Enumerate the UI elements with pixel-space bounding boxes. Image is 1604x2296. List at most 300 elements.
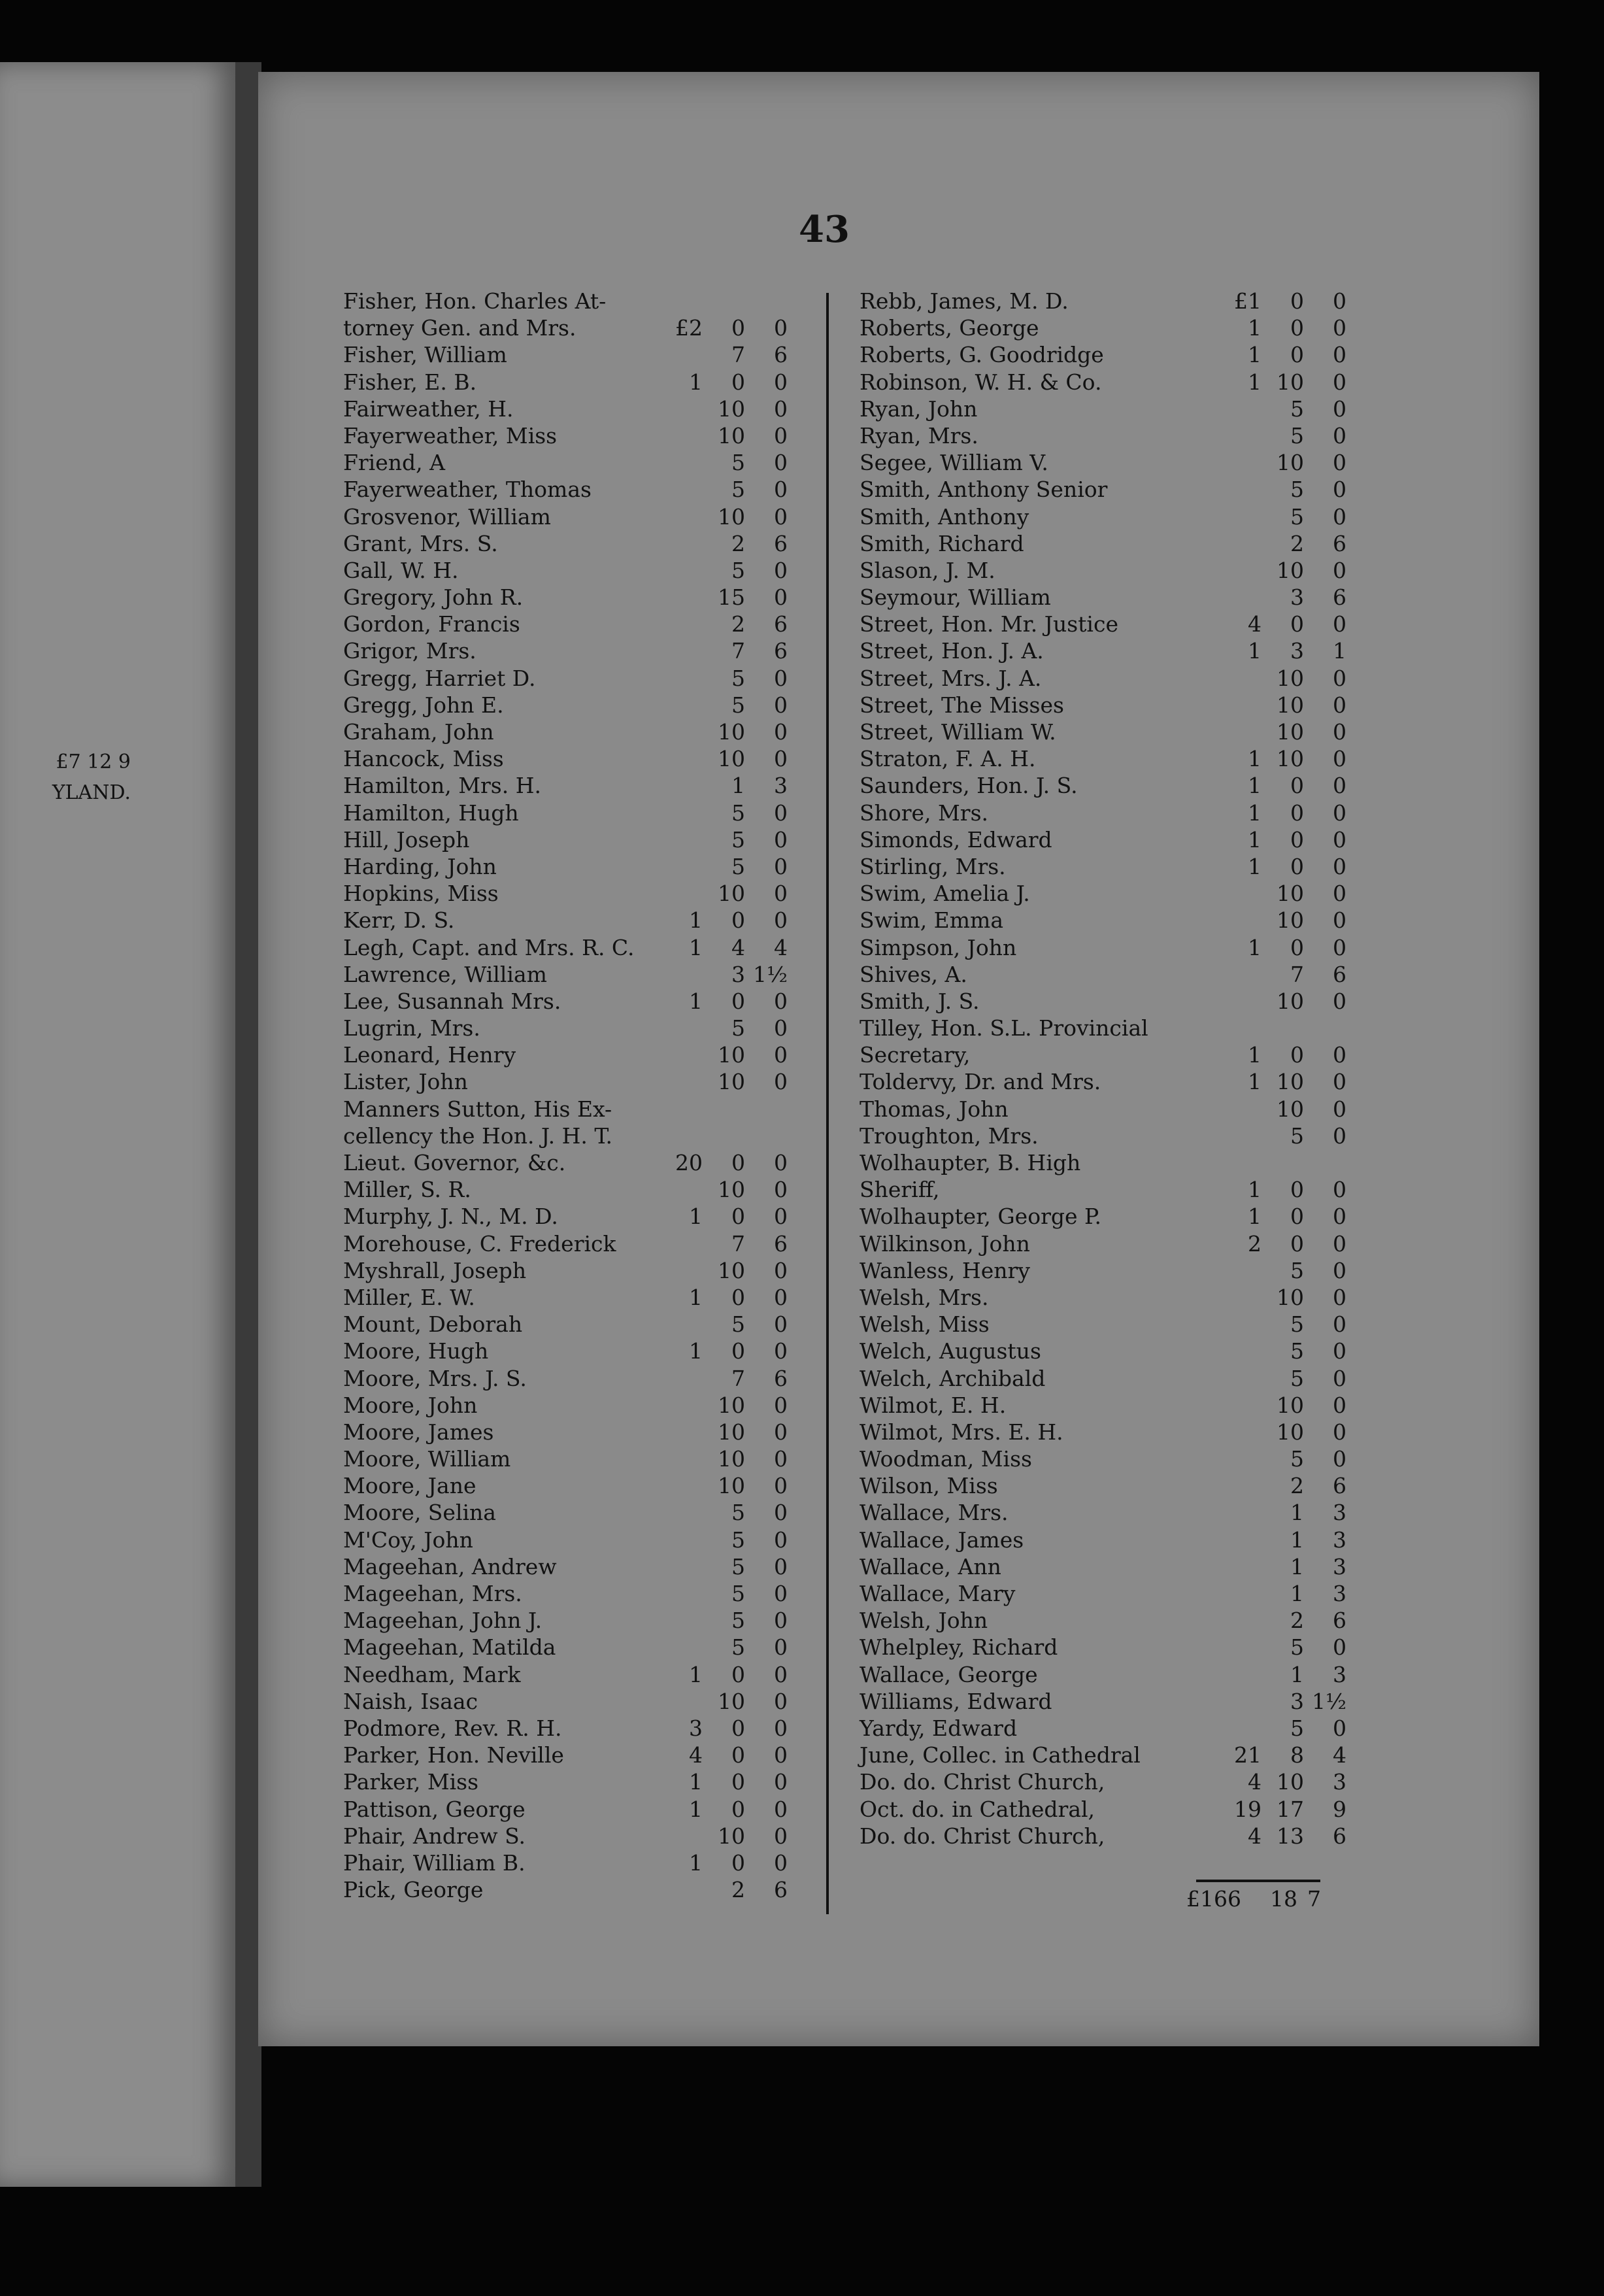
subscriber-name: Tilley, Hon. S.L. Provincial	[860, 1015, 1148, 1041]
amount-shillings: 10	[718, 719, 745, 745]
subscriber-name: Myshrall, Joseph	[343, 1257, 527, 1283]
amount-pence: 0	[774, 1581, 788, 1606]
subscriber-list-left	[343, 288, 801, 1903]
subscriber-row	[860, 988, 1346, 1015]
subscriber-name: Mageehan, Matilda	[343, 1634, 556, 1661]
subscriber-name: Lieut. Governor, &c.	[343, 1150, 566, 1175]
subscriber-name: Friend, A	[343, 450, 445, 476]
amount-shillings: 5	[731, 1634, 745, 1661]
amount-pence: 0	[774, 396, 788, 422]
subscriber-row	[343, 1230, 801, 1257]
amount-pence: 0	[1333, 1446, 1346, 1472]
amount-pence: 0	[1333, 826, 1346, 853]
subscriber-name: Moore, Mrs. J. S.	[343, 1365, 527, 1391]
amount-shillings: 17	[1277, 1796, 1304, 1822]
amount-pence: 0	[774, 1823, 788, 1849]
amount-shillings: 0	[731, 1742, 745, 1768]
amount-pence: 0	[1333, 1204, 1346, 1230]
subscriber-name: Hopkins, Miss	[343, 881, 499, 907]
subscriber-row	[860, 880, 1346, 907]
subscriber-row	[860, 1527, 1346, 1553]
subscriber-row	[860, 692, 1346, 718]
subscriber-row	[343, 853, 801, 880]
amount-shillings: 0	[731, 1661, 745, 1687]
amount-pence: 1½	[753, 961, 788, 987]
amount-pounds: 1	[1248, 1177, 1261, 1203]
subscriber-name: Fairweather, H.	[343, 396, 514, 422]
amount-shillings: 0	[1290, 934, 1304, 960]
amount-pence: 0	[774, 1446, 788, 1472]
amount-pence: 0	[774, 584, 788, 611]
amount-shillings: 5	[731, 826, 745, 853]
amount-shillings: 5	[1290, 1123, 1304, 1149]
subscriber-name: Simonds, Edward	[860, 826, 1052, 853]
amount-shillings: 0	[731, 1796, 745, 1822]
subscriber-row	[343, 988, 801, 1015]
subscriber-name: Woodman, Miss	[860, 1446, 1032, 1472]
column-total	[1186, 1886, 1337, 1914]
amount-pence: 0	[1333, 1042, 1346, 1068]
amount-shillings: 10	[718, 881, 745, 907]
amount-pence: 0	[1333, 396, 1346, 422]
amount-shillings: 0	[1290, 342, 1304, 368]
amount-pence: 0	[1333, 1365, 1346, 1391]
subscriber-row	[343, 422, 801, 449]
amount-shillings: 1	[1290, 1661, 1304, 1687]
subscriber-name: Shore, Mrs.	[860, 800, 989, 826]
subscriber-row	[860, 961, 1346, 988]
amount-shillings: 10	[1277, 450, 1304, 476]
subscriber-row	[860, 1445, 1346, 1472]
amount-pence: 0	[1333, 1284, 1346, 1310]
subscriber-name: Oct. do. in Cathedral,	[860, 1796, 1095, 1822]
subscriber-row	[343, 961, 801, 988]
amount-pence: 1½	[1312, 1688, 1346, 1714]
amount-pence: 0	[1333, 907, 1346, 934]
subscriber-name: Miller, S. R.	[343, 1177, 471, 1203]
amount-pence: 0	[774, 1392, 788, 1418]
total-shillings: 18	[1270, 1886, 1297, 1912]
amount-shillings: 10	[1277, 1392, 1304, 1418]
subscriber-name: Leonard, Henry	[343, 1042, 516, 1068]
subscriber-row	[343, 1015, 801, 1041]
amount-pence: 0	[1333, 503, 1346, 530]
subscriber-name: Wilmot, E. H.	[860, 1392, 1007, 1418]
amount-shillings: 10	[1277, 719, 1304, 745]
subscriber-name: Mageehan, Andrew	[343, 1553, 557, 1579]
previous-page-heading: YLAND.	[52, 781, 131, 804]
amount-shillings: 5	[731, 1553, 745, 1579]
amount-pence: 0	[774, 1742, 788, 1768]
subscriber-row	[860, 800, 1346, 826]
amount-shillings: 0	[731, 1715, 745, 1741]
subscriber-row	[343, 1257, 801, 1284]
amount-pounds: 1	[1248, 1069, 1261, 1095]
subscriber-row	[860, 1392, 1346, 1419]
amount-pence: 0	[774, 1500, 788, 1526]
amount-shillings: 5	[731, 450, 745, 476]
amount-pence: 0	[774, 746, 788, 772]
subscriber-name: Grosvenor, William	[343, 503, 551, 530]
subscriber-row	[860, 826, 1346, 853]
amount-pence: 0	[1333, 611, 1346, 637]
subscriber-name: Swim, Emma	[860, 907, 1004, 934]
amount-shillings: 10	[718, 1177, 745, 1203]
subscriber-name: Gregg, Harriet D.	[343, 665, 536, 691]
amount-pence: 4	[774, 934, 788, 960]
amount-pence: 0	[774, 1204, 788, 1230]
amount-pence: 0	[1333, 665, 1346, 691]
amount-pence: 0	[774, 1311, 788, 1338]
subscriber-name: Podmore, Rev. R. H.	[343, 1715, 562, 1741]
amount-shillings: 5	[731, 557, 745, 583]
amount-pence: 0	[1333, 369, 1346, 395]
amount-shillings: 5	[731, 1608, 745, 1634]
subscriber-name: Gordon, Francis	[343, 611, 520, 637]
subscriber-name: Fisher, E. B.	[343, 369, 477, 395]
amount-pence: 0	[1333, 1311, 1346, 1338]
subscriber-row	[860, 718, 1346, 745]
subscriber-name: Welsh, Miss	[860, 1311, 990, 1338]
amount-shillings: 0	[731, 1849, 745, 1876]
subscriber-row	[343, 907, 801, 934]
amount-shillings: 10	[718, 1688, 745, 1714]
amount-pence: 0	[1333, 934, 1346, 960]
amount-pounds: 1	[689, 988, 703, 1014]
subscriber-row	[860, 611, 1346, 637]
subscriber-name: Wilmot, Mrs. E. H.	[860, 1419, 1063, 1445]
subscriber-name: Street, Hon. J. A.	[860, 638, 1044, 664]
amount-pence: 0	[774, 369, 788, 395]
amount-pounds: 4	[1248, 611, 1261, 637]
amount-pence: 0	[1333, 342, 1346, 368]
amount-pence: 0	[774, 1150, 788, 1175]
subscriber-row	[860, 396, 1346, 422]
amount-shillings: 13	[1277, 1823, 1304, 1849]
amount-pounds: 1	[1248, 638, 1261, 664]
subscriber-row	[343, 1527, 801, 1553]
amount-pence: 0	[774, 503, 788, 530]
amount-shillings: 7	[731, 638, 745, 664]
subscriber-name: Wilson, Miss	[860, 1473, 998, 1499]
amount-shillings: 5	[731, 800, 745, 826]
amount-pounds: 3	[689, 1715, 703, 1741]
subscriber-name: Moore, Hugh	[343, 1338, 489, 1364]
subscriber-name: Smith, Richard	[860, 530, 1024, 556]
subscriber-name: Rebb, James, M. D.	[860, 288, 1069, 314]
subscriber-row	[860, 288, 1346, 314]
subscriber-row	[343, 665, 801, 692]
subscriber-row	[343, 1688, 801, 1715]
amount-pounds: 1	[1248, 826, 1261, 853]
amount-shillings: 1	[1290, 1527, 1304, 1553]
amount-shillings: 10	[718, 1823, 745, 1849]
amount-shillings: 10	[718, 1446, 745, 1472]
amount-pounds: 1	[1248, 800, 1261, 826]
subscriber-name: Welch, Archibald	[860, 1365, 1046, 1391]
subscriber-row	[860, 422, 1346, 449]
subscriber-name: Naish, Isaac	[343, 1688, 478, 1714]
amount-shillings: 5	[731, 1581, 745, 1606]
subscriber-row	[343, 1796, 801, 1823]
subscriber-name: Street, William W.	[860, 719, 1056, 745]
subscriber-row	[860, 1634, 1346, 1661]
amount-pounds: 4	[1248, 1823, 1261, 1849]
amount-pence: 6	[1333, 1608, 1346, 1634]
subscriber-row	[343, 449, 801, 476]
subscriber-row	[860, 1096, 1346, 1123]
amount-pence: 0	[1333, 1634, 1346, 1661]
amount-shillings: 1	[1290, 1500, 1304, 1526]
amount-pence: 0	[1333, 1096, 1346, 1122]
amount-shillings: 5	[731, 853, 745, 879]
amount-pence: 6	[1333, 1473, 1346, 1499]
subscriber-row	[343, 1742, 801, 1768]
amount-shillings: 10	[1277, 557, 1304, 583]
subscriber-name: Hamilton, Hugh	[343, 800, 519, 826]
subscriber-row	[860, 1419, 1346, 1445]
amount-shillings: 10	[718, 422, 745, 448]
amount-pence: 0	[1333, 1123, 1346, 1149]
subscriber-name: Morehouse, C. Frederick	[343, 1230, 616, 1257]
amount-shillings: 10	[718, 1042, 745, 1068]
subscriber-name: Fisher, William	[343, 342, 507, 368]
subscriber-row	[343, 1096, 801, 1123]
subscriber-row	[343, 1472, 801, 1499]
amount-pence: 3	[1333, 1581, 1346, 1606]
amount-pounds: 1	[689, 1284, 703, 1310]
subscriber-row	[860, 1203, 1346, 1230]
subscriber-row	[860, 745, 1346, 772]
subscriber-row	[343, 557, 801, 584]
amount-shillings: 10	[1277, 1419, 1304, 1445]
subscriber-row	[860, 907, 1346, 934]
subscriber-row	[860, 934, 1346, 961]
amount-pence: 0	[774, 1069, 788, 1095]
subscriber-name: Pattison, George	[343, 1796, 526, 1822]
subscriber-row	[343, 934, 801, 961]
amount-pence: 0	[1333, 1230, 1346, 1257]
subscriber-name: Toldervy, Dr. and Mrs.	[860, 1069, 1101, 1095]
amount-pounds: 1	[1248, 746, 1261, 772]
total-pence: 7	[1307, 1886, 1321, 1912]
amount-pence: 0	[774, 1634, 788, 1661]
subscriber-name: Williams, Edward	[860, 1688, 1052, 1714]
amount-pence: 0	[1333, 1069, 1346, 1095]
amount-pence: 0	[774, 1661, 788, 1687]
subscriber-name: Yardy, Edward	[860, 1715, 1018, 1741]
subscriber-name: Do. do. Christ Church,	[860, 1769, 1105, 1795]
subscriber-row	[343, 1661, 801, 1688]
amount-pounds: 1	[1248, 934, 1261, 960]
subscriber-name: Do. do. Christ Church,	[860, 1823, 1105, 1849]
subscriber-name: Lugrin, Mrs.	[343, 1015, 480, 1041]
amount-pence: 0	[1333, 1257, 1346, 1283]
amount-shillings: 5	[731, 1311, 745, 1338]
amount-pounds: 1	[689, 1661, 703, 1687]
amount-shillings: 5	[1290, 1257, 1304, 1283]
subscriber-row	[343, 1176, 801, 1203]
subscriber-name: cellency the Hon. J. H. T.	[343, 1123, 612, 1149]
amount-shillings: 10	[1277, 1096, 1304, 1122]
subscriber-row	[343, 1068, 801, 1095]
subscriber-row	[343, 1123, 801, 1149]
subscriber-row	[860, 1796, 1346, 1823]
subscriber-row	[860, 1472, 1346, 1499]
amount-shillings: 0	[1290, 1230, 1304, 1257]
subscriber-row	[343, 1392, 801, 1419]
amount-pounds: 1	[689, 1204, 703, 1230]
subscriber-name: Grant, Mrs. S.	[343, 530, 498, 556]
subscriber-row	[860, 1230, 1346, 1257]
amount-pence: 6	[1333, 530, 1346, 556]
subscriber-name: Smith, Anthony	[860, 503, 1029, 530]
amount-shillings: 10	[1277, 692, 1304, 718]
subscriber-row	[860, 1688, 1346, 1715]
amount-shillings: 0	[1290, 611, 1304, 637]
subscriber-name: Lee, Susannah Mrs.	[343, 988, 561, 1014]
subscriber-row	[343, 1634, 801, 1661]
subscriber-name: Welsh, John	[860, 1608, 988, 1634]
subscriber-row	[860, 1661, 1346, 1688]
subscriber-row	[860, 1311, 1346, 1338]
subscriber-row	[343, 1768, 801, 1795]
amount-pence: 6	[774, 1877, 788, 1903]
subscriber-row	[860, 1284, 1346, 1311]
subscriber-name: M'Coy, John	[343, 1527, 473, 1553]
amount-shillings: 5	[731, 692, 745, 718]
amount-pence: 0	[1333, 1715, 1346, 1741]
amount-shillings: 0	[731, 1338, 745, 1364]
amount-shillings: 10	[1277, 1769, 1304, 1795]
amount-shillings: 0	[1290, 315, 1304, 341]
amount-pounds: 1	[689, 1796, 703, 1822]
amount-pence: 0	[774, 1796, 788, 1822]
amount-shillings: 3	[1290, 638, 1304, 664]
amount-shillings: 5	[1290, 1715, 1304, 1741]
amount-shillings: 0	[731, 1284, 745, 1310]
subscriber-row	[860, 1149, 1317, 1176]
amount-pence: 0	[774, 1769, 788, 1795]
amount-pence: 0	[1333, 773, 1346, 799]
amount-pounds: 1	[689, 1338, 703, 1364]
subscriber-name: Wolhaupter, George P.	[860, 1204, 1102, 1230]
amount-pence: 0	[1333, 450, 1346, 476]
amount-pounds: 1	[689, 907, 703, 934]
amount-shillings: 5	[1290, 1338, 1304, 1364]
subscriber-row	[860, 1823, 1346, 1849]
amount-pence: 0	[1333, 1338, 1346, 1364]
amount-pence: 6	[774, 530, 788, 556]
subscriber-row	[860, 1041, 1346, 1068]
subscriber-row	[343, 1876, 801, 1903]
amount-shillings: 2	[1290, 530, 1304, 556]
subscriber-name: Parker, Miss	[343, 1769, 479, 1795]
subscriber-name: Roberts, George	[860, 315, 1039, 341]
amount-pence: 1	[1333, 638, 1346, 664]
amount-pence: 0	[774, 1257, 788, 1283]
amount-pounds: 1	[689, 369, 703, 395]
subscriber-name: Gregg, John E.	[343, 692, 504, 718]
amount-pence: 0	[774, 1715, 788, 1741]
amount-pounds: 19	[1234, 1796, 1261, 1822]
subscriber-row	[343, 1311, 801, 1338]
subscriber-name: Moore, Selina	[343, 1500, 496, 1526]
amount-pence: 0	[1333, 1392, 1346, 1418]
amount-pounds: 1	[1248, 342, 1261, 368]
amount-shillings: 10	[1277, 746, 1304, 772]
subscriber-name: Wallace, George	[860, 1661, 1038, 1687]
amount-pence: 0	[774, 1042, 788, 1068]
amount-shillings: 10	[718, 1392, 745, 1418]
subscriber-row	[860, 369, 1346, 396]
amount-pence: 0	[774, 1338, 788, 1364]
subscriber-row	[860, 1015, 1317, 1041]
subscriber-name: Needham, Mark	[343, 1661, 521, 1687]
amount-shillings: 5	[1290, 503, 1304, 530]
subscriber-name: Gregory, John R.	[343, 584, 524, 611]
amount-pence: 0	[1333, 881, 1346, 907]
amount-pence: 0	[774, 1608, 788, 1634]
amount-shillings: 2	[1290, 1473, 1304, 1499]
amount-pounds: 20	[675, 1150, 703, 1175]
subscriber-name: Wallace, Ann	[860, 1553, 1001, 1579]
amount-shillings: 10	[1277, 369, 1304, 395]
subscriber-row	[343, 503, 801, 530]
subscriber-name: Troughton, Mrs.	[860, 1123, 1039, 1149]
subscriber-row	[343, 1419, 801, 1445]
total-pounds: £166	[1186, 1886, 1241, 1912]
amount-pounds: 4	[1248, 1769, 1261, 1795]
subscriber-name: Hancock, Miss	[343, 746, 504, 772]
subscriber-row	[343, 1553, 801, 1580]
amount-shillings: 2	[731, 1877, 745, 1903]
subscriber-name: Murphy, J. N., M. D.	[343, 1204, 558, 1230]
amount-shillings: 0	[1290, 1177, 1304, 1203]
subscriber-row	[343, 1715, 801, 1742]
subscriber-row	[343, 1607, 801, 1634]
subscriber-row	[860, 530, 1346, 557]
subscriber-name: Parker, Hon. Neville	[343, 1742, 564, 1768]
subscriber-name: Secretary,	[860, 1042, 971, 1068]
subscriber-name: torney Gen. and Mrs.	[343, 315, 576, 341]
amount-pounds: 1	[1248, 315, 1261, 341]
amount-pence: 0	[1333, 746, 1346, 772]
subscriber-row	[860, 1499, 1346, 1526]
amount-pounds: 1	[1248, 369, 1261, 395]
amount-shillings: 10	[718, 1473, 745, 1499]
subscriber-name: Kerr, D. S.	[343, 907, 455, 934]
amount-shillings: 1	[1290, 1581, 1304, 1606]
amount-pence: 0	[774, 1473, 788, 1499]
subscriber-name: Sheriff,	[860, 1177, 940, 1203]
subscriber-name: Smith, Anthony Senior	[860, 477, 1108, 503]
amount-pounds: 1	[689, 1769, 703, 1795]
subscriber-name: Fisher, Hon. Charles At-	[343, 288, 607, 314]
subscriber-row	[860, 853, 1346, 880]
subscriber-row	[343, 584, 801, 611]
amount-pence: 0	[774, 692, 788, 718]
amount-pence: 0	[774, 826, 788, 853]
subscriber-name: Wallace, James	[860, 1527, 1024, 1553]
amount-pounds: 1	[1248, 1042, 1261, 1068]
amount-shillings: 0	[1290, 773, 1304, 799]
amount-pence: 3	[1333, 1527, 1346, 1553]
amount-shillings: 5	[1290, 477, 1304, 503]
subscriber-name: Pick, George	[343, 1877, 484, 1903]
amount-pence: 0	[1333, 288, 1346, 314]
subscriber-name: Straton, F. A. H.	[860, 746, 1036, 772]
